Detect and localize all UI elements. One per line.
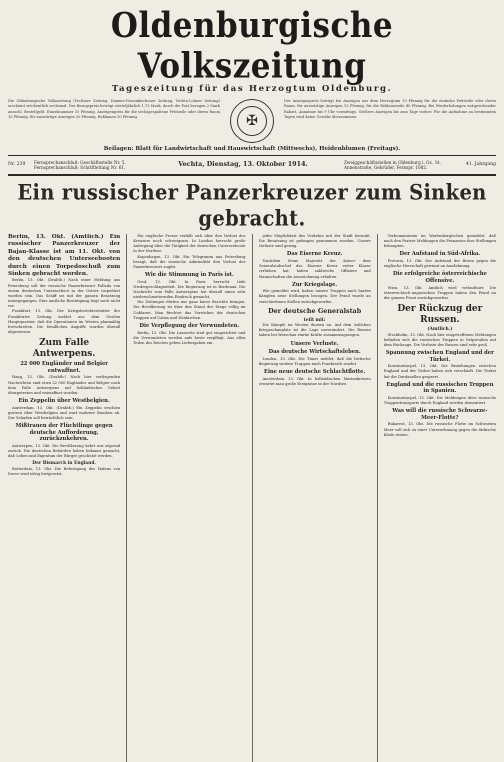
paragraph: Berlin, 13. Okt. (Drahtb.) Nach einer Meldung aus Petersburg soll der russische Panzerkreuzer Pallada von einem deutschen Unterseeboot in der Ostsee torpediert worden sein. Das Schiff sei mit der ganzen Besatzung untergegangen. Eine amtliche Bestätigung liegt noch nicht vor. (8, 278, 121, 309)
subheading: teilt mit: (303, 317, 326, 323)
subheading: Unsere Verluste. (290, 340, 339, 347)
masthead-info-row (8, 99, 496, 143)
paragraph: Rotterdam, 13. Okt. Die Befestigung des Hafens von Dover wird eifrig fortgesetzt. (8, 466, 121, 477)
subheading: (Amtlich.) (427, 327, 453, 333)
subheading: Ein Zeppelin über Westbelgien. (18, 397, 110, 404)
coat-of-arms-icon (230, 99, 274, 143)
divider (8, 155, 496, 156)
branch-note: Zweiggeschäftsstellen in Oldenburg i. Gr., St. Annenstraße, Gebrüder, Fernspr. 1082. (344, 159, 441, 170)
advertising-info: Der Anzeigenpreis beträgt bei Anzeigen aus dem Herzogtum 10 Pfennig für die einfache Petitzeile oder deren Raum, für auswärtige Anzeigen 15 Pfennig, für die Reklamezeile 40 Pfennig. Bei Wiederholungen entsprechender Rabatt. Annahme bis 9 Uhr vormittags. Größere Anzeigen bis zum Tage vorher. Für die Aufnahme an bestimmten Tagen wird keine Gewähr übernommen. (284, 99, 496, 120)
subheading: Das deutsche Wirtschaftsleben. (268, 349, 361, 356)
issue-number: Nr. 239 (8, 162, 26, 168)
section-heading: Der Rückzug der Russen. (397, 304, 483, 325)
section-heading: Der deutsche Generalstab (268, 306, 362, 315)
paragraph: Kopenhagen, 13. Okt. Ein Telegramm aus Petersburg besagt, daß die russische Admiralität den Verlust des Panzerkreuzers zugibt. (133, 254, 246, 269)
main-headline: Ein russischer Panzerkreuzer zum Sinken gebracht. (17, 180, 487, 231)
paragraph: Wien, 13. Okt. Amtlich wird verlautbart: Die österreichisch-ungarischen Truppen haben den Feind an der ganzen Front zurückgeworfen. (383, 285, 496, 300)
paragraph: Die englische Presse verhält sich über den Verlust des Kreuzers noch schweigsam. In London herrscht große Aufregung über die Tätigkeit der deutschen Unterseeboote in der Nordsee. (133, 234, 246, 254)
crest-icon: ✠ (237, 106, 267, 136)
lead-paragraph: Berlin, 13. Okt. (Amtlich.) Ein russischer Panzerkreuzer der Bajan-Klasse ist am 11. Okt. von den deutschen Unterseebooten durch einen Torpedoschuß zum Sinken gebracht worden. (8, 234, 121, 278)
divider (8, 174, 496, 176)
paragraph: Haag, 13. Okt. (Drahtb.) Nach hier vorliegenden Nachrichten sind etwa 22 000 Engländer und Belgier nach dem Falle Antwerpens auf holländisches Gebiet übergetreten und entwaffnet worden. (8, 375, 121, 395)
paragraph: Vorkommnissen im Wartenbergischen gemeldet, daß nach den Pariser Meldungen die Franzosen ihre Stellungen behaupten. (383, 234, 496, 249)
subheading: Eine neue deutsche Schlachtflotte. (263, 369, 366, 376)
subheading: Zur Kriegslage. (292, 281, 338, 288)
paragraph: Nachdem Seine Majestät der Kaiser dem Generalstabschef das Eiserne Kreuz erster Klasse verliehen hat, haben zahlreiche Offiziere und Mannschaften die Auszeichnung erhalten. (258, 259, 371, 279)
paragraph: Antwerpen, 13. Okt. Die Bevölkerung kehrt nur zögernd zurück. Die deutschen Behörden haben bekannt gemacht, daß Leben und Eigentum der Bürger geschützt werden. (8, 443, 121, 459)
subheading: 22 000 Engländer und Belgier entwaffnet. (20, 361, 109, 374)
column-2 (133, 234, 245, 762)
paragraph: Amsterdam, 13. Okt. In holländischen Marinekreisen erwartet man große Ereignisse in der Nordsee. (258, 376, 371, 386)
subheading: Der Aufstand in Süd-Afrika. (399, 251, 481, 258)
column-1 (8, 234, 120, 762)
subheading: Der Bismarck in England. (32, 461, 96, 467)
subheading: Die erfolgreiche österreichische Offensive. (392, 271, 487, 284)
paragraph: Die Kämpfe im Westen dauern an. Auf dem östlichen Kriegsschauplatz ist die Lage unverändert. Die Russen haben bei Warschau starke Kräfte zusammengezogen. (258, 323, 371, 338)
column-rule (377, 234, 378, 762)
subheading: Mißtrauen der Flüchtlinge gegen deutsche Aufforderung, zurückzukehren. (15, 423, 113, 443)
paragraph: Konstantinopel, 13. Okt. Die Beziehungen zwischen England und der Türkei haben sich verschärft. Die Türkei hat die Dardanellen gesperrt. (383, 364, 496, 379)
paragraph: Konstantinopel, 13. Okt. Die Meldungen über russische Truppentransporte durch England werden dementiert. (383, 395, 496, 406)
paragraph: Bukarest, 13. Okt. Die russische Flotte im Schwarzen Meer soll sich zu einer Unternehmung gegen die türkische Küste rüsten. (383, 422, 496, 437)
dateline (8, 158, 496, 172)
newspaper-subtitle: Tageszeitung für das Herzogtum Oldenburg. (111, 84, 393, 94)
paragraph: Frankfurt, 13. Okt. Der Kriegsberichterstatter der Frankfurter Zeitung meldet aus dem Großen Hauptquartier, daß die Operationen im Westen planmäßig fortschreiten. Die feindlichen Angriffe wurden überall abgewiesen. (8, 309, 121, 334)
paragraph: Die Zeitungen dürfen nur ganz kurze Berichte bringen. Die Bevölkerung ist über den Stand der Dinge völlig im Unklaren. Man fürchtet das Vorrücken der deutschen Truppen auf Calais und Dünkirchen. (133, 300, 246, 320)
column-3 (259, 234, 371, 762)
subheading: Wie die Stimmung in Paris ist. (144, 272, 234, 279)
column-4 (384, 234, 496, 762)
newspaper-title: Oldenburgische Volkszeitung (110, 5, 394, 87)
paragraph: jeder Möglichkeit des Verkehrs mit der Stadt beraubt. Die Besatzung ist gefangen genommen worden. Unsere Verluste sind gering. (258, 234, 371, 249)
paragraph: Berlin, 13. Okt. Die Lazarette sind gut eingerichtet und die Verwundeten werden aufs beste verpflegt. Aus allen Teilen des Reiches gehen Liebesgaben ein. (133, 330, 246, 345)
subheading: Das Eiserne Kreuz. (286, 251, 343, 258)
subscription-info: Die Oldenburgische Volkszeitung (Vechtaer Zeitung, Damme-Neuenkirchener Zeitung, Vechta-Lohner Zeitung) erscheint wöchentlich sechsmal. Der Bezugspreis beträgt vierteljährlich 1,75 Mark, durch die Post bezogen 2 Mark ausschl. Bestellgeld. Einzelnummer 10 Pfennig. Anzeigenpreis für die sechsgespaltene Petitzeile oder deren Raum 15 Pfennig, für auswärtige Anzeigen 20 Pfennig, Reklamen 50 Pfennig. (8, 99, 220, 120)
paragraph: London, 13. Okt. Die Times meldet, daß die britische Regierung weitere Truppen nach Frankreich sendet. (258, 356, 371, 366)
column-rule (126, 234, 127, 762)
subheading: Die Verpflegung der Verwundeten. (139, 322, 240, 329)
subheading: Spannung zwischen England und der Türkei. (385, 350, 494, 363)
column-rule (252, 234, 253, 762)
paragraph: Amsterdam, 13. Okt. (Drahtb.) Ein Zeppelin erschien gestern über Westbelgien und warf mehrere Bomben ab. Der Schaden soll beträchtlich sein. (8, 405, 121, 420)
paragraph: Wie gemeldet wird, haben unsere Truppen nach harten Kämpfen neue Stellungen bezogen. Der Feind wurde an verschiedenen Stellen zurückgeworfen. (258, 289, 371, 304)
subheading: England und die russischen Truppen in Spanien. (386, 381, 494, 395)
paragraph: Stockholm, 13. Okt. Nach hier eingetroffenen Meldungen befinden sich die russischen Truppen in Ostpreußen auf dem Rückzuge. Die Verluste der Russen sind sehr groß. (383, 332, 496, 347)
section-heading: Zum Falle Antwerpens. (32, 338, 96, 359)
paragraph: Pretoria, 13. Okt. Der Aufstand der Buren gegen die englische Herrschaft gewinnt an Ausdehnung. (383, 259, 496, 269)
supplements-line: Beilagen: Blatt für Landwirtschaft und Hauswirtschaft (Mittwochs), Heidenblumen (Freitags). (103, 146, 401, 152)
paragraph: Genf, 13. Okt. In Paris herrscht tiefe Niedergeschlagenheit. Die Regierung ist in Bordeaux. Die Nachricht vom Falle Antwerpens hat überall einen sehr niederschmetternden Eindruck gemacht. (133, 279, 246, 300)
subheading: Was will die russische Schwarze-Meer-Flotte? (392, 408, 488, 421)
volume-year: 41. Jahrgang (465, 162, 496, 168)
article-columns (8, 234, 496, 762)
phone-note: Fernsprechanschluß: Geschäftsstelle Nr. 5, Fernsprechanschluß: Schriftleitung Nr. 61. (34, 159, 126, 170)
issue-date: Vechta, Dienstag, 13. Oktober 1914. (178, 160, 308, 169)
